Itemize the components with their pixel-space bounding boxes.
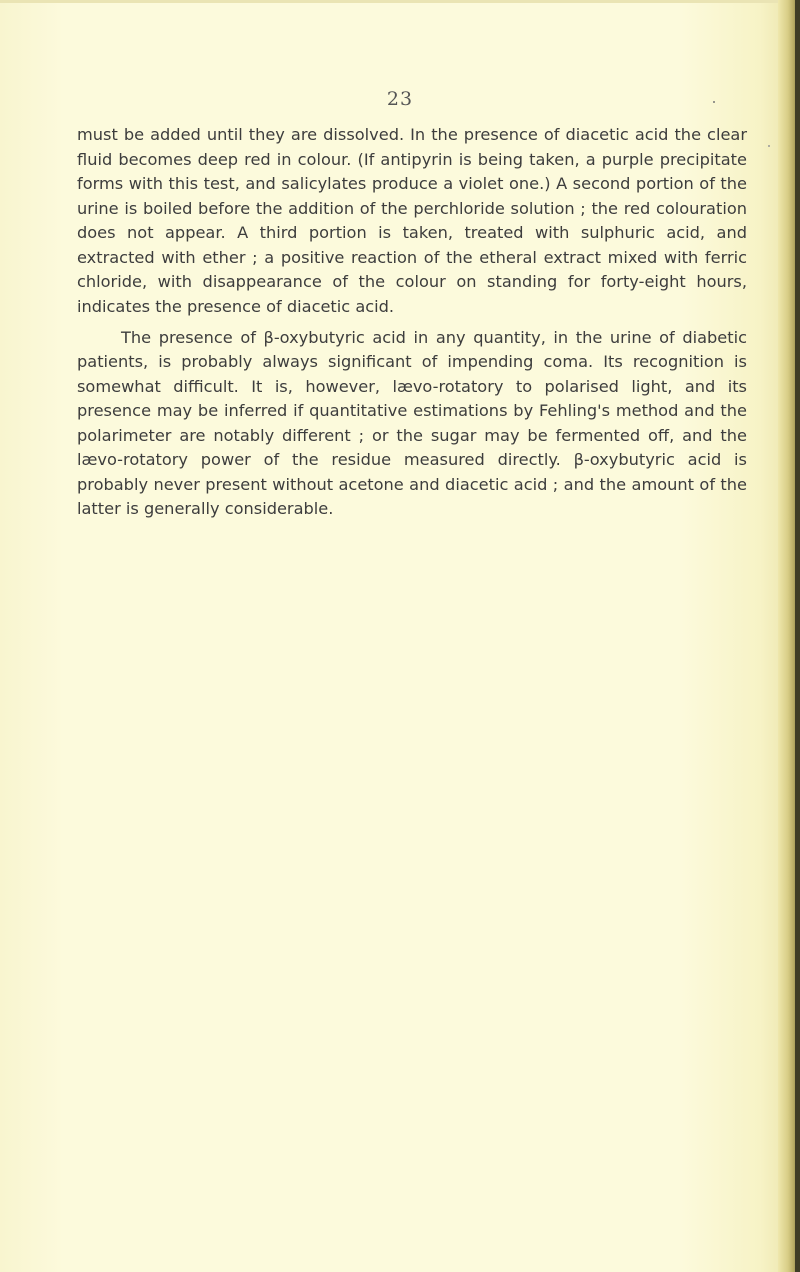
paragraph-beta-oxybutyric-acid: The presence of β-oxybutyric acid in any quantity, in the urine of diabetic patients, is probably always significant of impending coma. Its recognition is somewhat difficult. It is, however, lævo-rotatory to polarised light, and its presence may be inferred if quantitative estimations by Fehling's method and the polarimeter are notably different ; or the sugar may be fermented off, and the lævo-rotatory power of the residue measured directly. β-oxybutyric acid is probably never present without acetone and diacetic acid ; and the amount of the latter is generally considerable. [77,327,747,518]
binding-shadow [795,0,800,1272]
body-text [77,123,747,522]
paper-speck [768,145,770,147]
page-number: 23 [386,88,414,110]
paragraph-diacetic-acid-test: must be added until they are dissolved. In the presence of diacetic acid the clear fluid becomes deep red in colour. (If antipyrin is being taken, a purple precipitate forms with this test, and salicylates produce a violet one.) A second portion of the urine is boiled before the addition of the perchloride solution ; the red colouration does not appear. A third portion is taken, treated with sulphuric acid, and extracted with ether ; a positive reaction of the etheral extract mixed with ferric chloride, with disappearance of the colour on standing for forty-eight hours, indicates the presence of diacetic acid. [77,125,747,316]
page-top-edge [0,0,800,3]
paper-speck [713,101,715,103]
